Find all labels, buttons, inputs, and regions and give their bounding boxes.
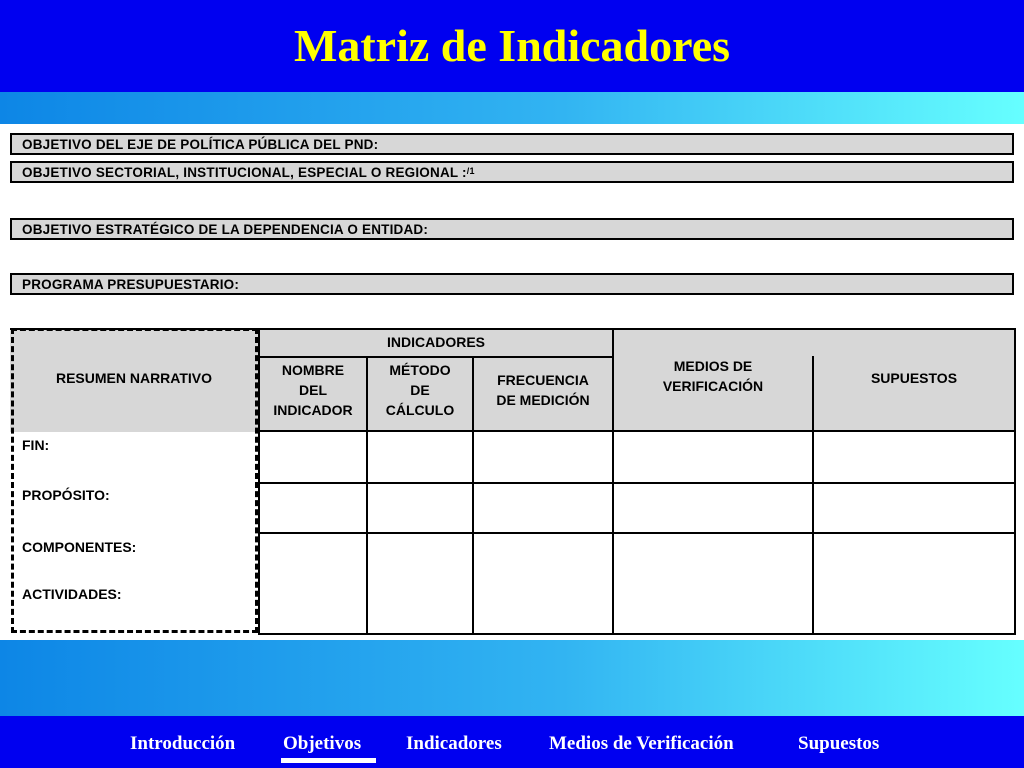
field-objetivo-sectorial — [10, 161, 1014, 183]
header-bottom-line — [258, 430, 1016, 432]
table-border-top — [10, 328, 1016, 330]
cell-fin-nombre[interactable] — [260, 432, 366, 482]
cell-proposito-nombre[interactable] — [260, 484, 366, 532]
row-label-actividades: ACTIVIDADES: — [22, 586, 122, 602]
nav-link-objetivos[interactable]: Objetivos — [283, 733, 362, 754]
gradient-band-bottom — [0, 640, 1024, 716]
cell-componentes-supuestos[interactable] — [814, 534, 1014, 633]
row-line-proposito — [258, 532, 1016, 534]
row-line-fin — [258, 482, 1016, 484]
header-nombre-line1: NOMBRE — [281, 362, 345, 378]
header-nombre-line3: INDICADOR — [273, 402, 353, 418]
cell-componentes-metodo[interactable] — [368, 534, 472, 633]
indicadores-divider — [258, 356, 612, 358]
field-objetivo-eje-label: OBJETIVO DEL EJE DE POLÍTICA PÚBLICA DEL PND: — [22, 137, 379, 152]
header-nombre-line2: DEL — [299, 382, 327, 398]
header-metodo-calculo — [368, 360, 472, 420]
header-metodo-line2: DE — [410, 382, 430, 398]
header-medios-line2: VERIFICACIÓN — [662, 378, 764, 394]
cell-proposito-medios[interactable] — [614, 484, 812, 532]
cell-proposito-supuestos[interactable] — [814, 484, 1014, 532]
nav-link-medios-verificacion[interactable]: Medios de Verificación — [549, 733, 734, 754]
footnote-marker: /1 — [466, 166, 475, 176]
field-objetivo-sectorial-label: OBJETIVO SECTORIAL, INSTITUCIONAL, ESPECIAL O REGIONAL : — [22, 165, 467, 180]
header-frecuencia-line1: FRECUENCIA — [497, 372, 589, 388]
header-resumen-narrativo: RESUMEN NARRATIVO — [55, 370, 213, 386]
cell-componentes-nombre[interactable] — [260, 534, 366, 633]
field-objetivo-estrategico — [10, 218, 1014, 240]
cell-proposito-frecuencia[interactable] — [474, 484, 612, 532]
cell-fin-metodo[interactable] — [368, 432, 472, 482]
table-border-bottom — [258, 633, 1016, 635]
indicator-matrix-table — [10, 328, 1016, 635]
header-indicadores: INDICADORES — [386, 334, 485, 350]
nav-active-underline — [281, 758, 376, 763]
field-objetivo-eje — [10, 133, 1014, 155]
field-objetivo-estrategico-label: OBJETIVO ESTRATÉGICO DE LA DEPENDENCIA O ENTIDAD: — [22, 222, 429, 237]
field-programa-label: PROGRAMA PRESUPUESTARIO: — [22, 277, 240, 292]
header-medios-line1: MEDIOS DE — [673, 358, 753, 374]
nav-link-indicadores[interactable]: Indicadores — [406, 733, 502, 754]
cell-fin-frecuencia[interactable] — [474, 432, 612, 482]
nav-link-supuestos[interactable]: Supuestos — [798, 733, 880, 754]
header-nombre-indicador — [260, 360, 366, 420]
cell-componentes-frecuencia[interactable] — [474, 534, 612, 633]
row-label-proposito: PROPÓSITO: — [22, 487, 110, 503]
gradient-band-top — [0, 92, 1024, 124]
header-frecuencia-line2: DE MEDICIÓN — [496, 392, 590, 408]
header-frecuencia-medicion — [474, 370, 612, 410]
header-medios-verificacion — [614, 356, 812, 396]
col-line-medios — [812, 356, 814, 635]
row-label-fin: FIN: — [22, 437, 50, 453]
header-metodo-line3: CÁLCULO — [385, 402, 455, 418]
row-label-componentes: COMPONENTES: — [22, 539, 137, 555]
cell-proposito-metodo[interactable] — [368, 484, 472, 532]
field-programa-presupuestario — [10, 273, 1014, 295]
cell-fin-medios[interactable] — [614, 432, 812, 482]
nav-link-introduccion[interactable]: Introducción — [130, 733, 236, 754]
slide-title: Matriz de Indicadores — [293, 20, 731, 71]
cell-componentes-medios[interactable] — [614, 534, 812, 633]
header-metodo-line1: MÉTODO — [389, 362, 451, 378]
cell-fin-supuestos[interactable] — [814, 432, 1014, 482]
header-supuestos: SUPUESTOS — [870, 370, 958, 386]
